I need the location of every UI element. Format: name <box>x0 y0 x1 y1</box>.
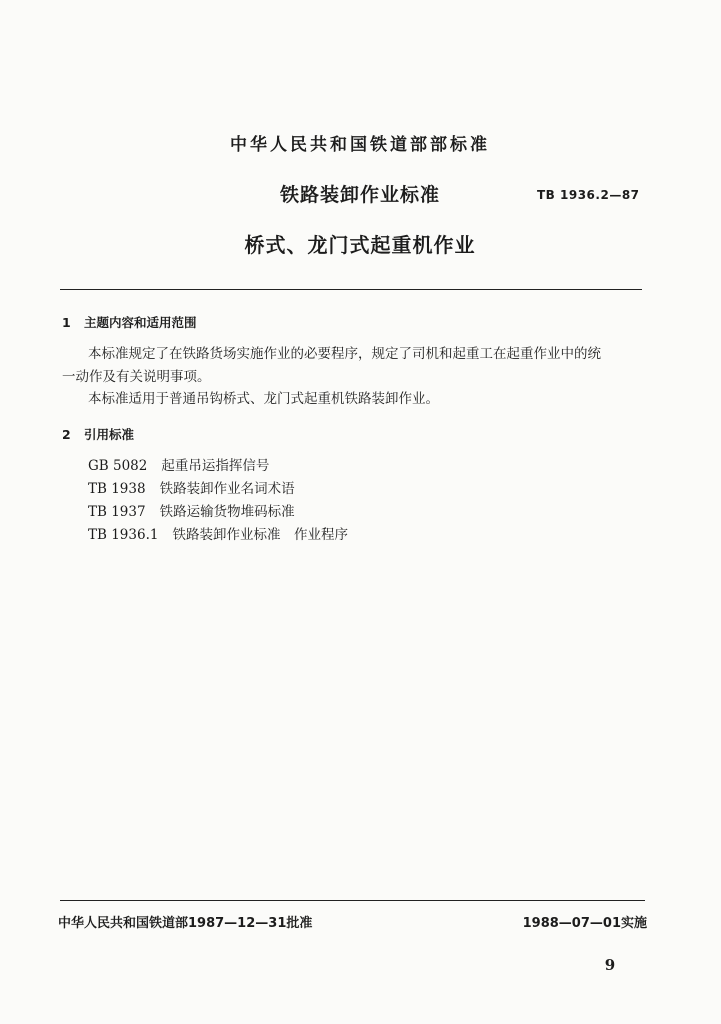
reference-list <box>88 455 348 547</box>
section-1-title: 主题内容和适用范围 <box>84 315 197 330</box>
document-code: TB 1936.2—87 <box>537 188 640 202</box>
reference-title: 铁路装卸作业名词术语 <box>159 481 295 497</box>
header-divider <box>60 289 642 290</box>
section-1-heading <box>62 313 197 331</box>
reference-item <box>88 501 348 524</box>
effective-date: 1988—07—01实施 <box>522 916 647 931</box>
section-2-heading <box>62 425 134 443</box>
reference-title: 起重吊运指挥信号 <box>161 458 270 474</box>
section-2-number: 2 <box>62 427 71 442</box>
section-1-paragraph-2: 本标准适用于普通吊钩桥式、龙门式起重机铁路装卸作业。 <box>88 391 439 407</box>
reference-item <box>88 455 348 478</box>
section-1-number: 1 <box>62 315 71 330</box>
reference-item <box>88 524 348 547</box>
section-2-title: 引用标准 <box>84 427 135 442</box>
document-title: 铁路装卸作业标准 <box>279 184 440 206</box>
reference-code: TB 1937 <box>88 504 146 520</box>
reference-title: 铁路装卸作业标准 作业程序 <box>172 527 348 543</box>
section-1-paragraph-1-line-1: 本标准规定了在铁路货场实施作业的必要程序，规定了司机和起重工在起重作业中的统 <box>88 346 601 362</box>
reference-code: GB 5082 <box>88 458 148 474</box>
approval-note: 中华人民共和国铁道部1987—12—31批准 <box>58 916 313 931</box>
ministry-title: 中华人民共和国铁道部部标准 <box>230 135 490 155</box>
document-subtitle: 桥式、龙门式起重机作业 <box>244 233 476 257</box>
reference-code: TB 1936.1 <box>88 527 159 543</box>
reference-code: TB 1938 <box>88 481 146 497</box>
reference-title: 铁路运输货物堆码标准 <box>159 504 295 520</box>
page-number: 9 <box>604 956 616 974</box>
section-1-paragraph-1-line-2: 一动作及有关说明事项。 <box>62 369 211 385</box>
reference-item <box>88 478 348 501</box>
footer-divider <box>60 900 645 901</box>
